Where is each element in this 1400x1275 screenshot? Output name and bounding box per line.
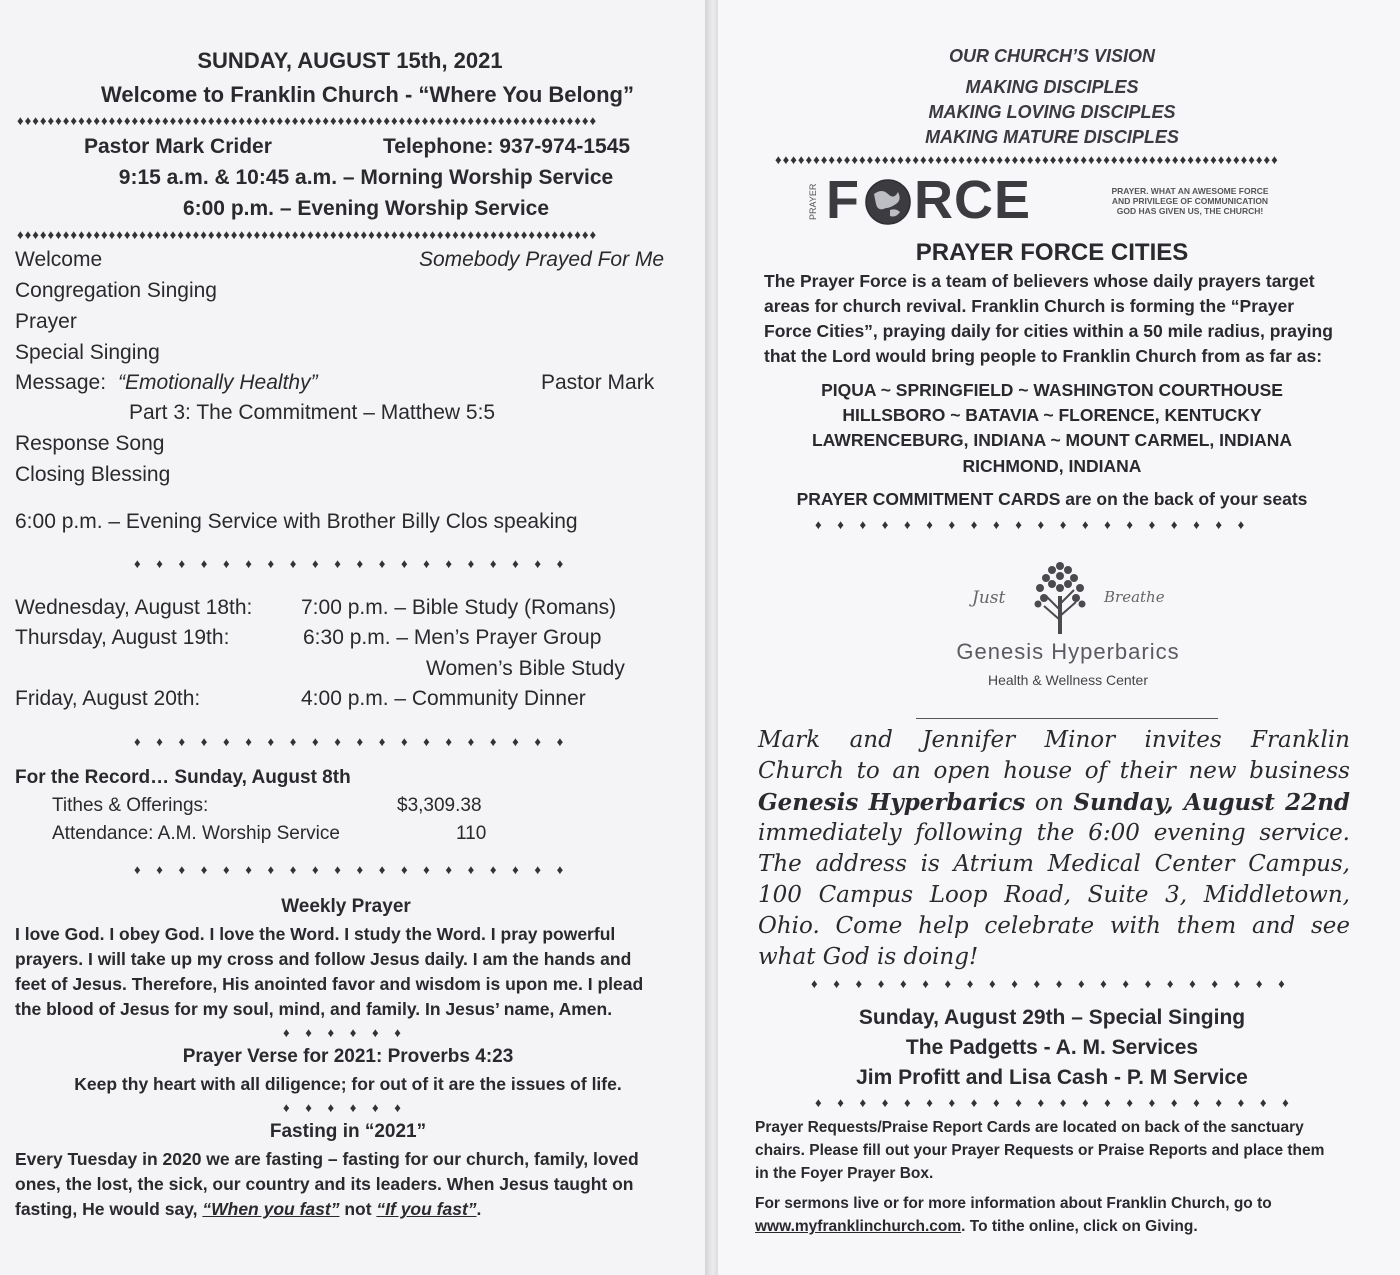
weekly-prayer-line: the blood of Jesus for my soul, mind, and family. In Jesus’ name, Amen. [15, 999, 613, 1019]
attendance-value: 110 [456, 823, 487, 844]
special-line: The Padgetts - A. M. Services [905, 1036, 1199, 1059]
weekly-prayer-heading: Weekly Prayer [281, 896, 411, 917]
divider: ♦ ♦ ♦ ♦ ♦ ♦ ♦ ♦ ♦ ♦ ♦ ♦ ♦ ♦ ♦ ♦ ♦ ♦ ♦ ♦ [134, 556, 564, 571]
fasting-text-part: fasting, He would say, [15, 1199, 203, 1219]
invite-line: Church to an open house of their new business [758, 758, 1350, 784]
divider: ♦ ♦ ♦ ♦ ♦ ♦ ♦ ♦ ♦ ♦ ♦ ♦ ♦ ♦ ♦ ♦ ♦ ♦ ♦ ♦ [815, 517, 1245, 532]
sermons-line [755, 1218, 1198, 1236]
when-you-fast: “When you fast” [202, 1199, 340, 1219]
divider: ♦ ♦ ♦ ♦ ♦ ♦ [283, 1100, 401, 1115]
fasting-heading: Fasting in “2021” [269, 1121, 427, 1142]
divider: ♦ ♦ ♦ ♦ ♦ ♦ ♦ ♦ ♦ ♦ ♦ ♦ ♦ ♦ ♦ ♦ ♦ ♦ ♦ ♦ [134, 734, 564, 749]
logo-force-f: F [826, 170, 860, 230]
fasting-line: ones, the lost, the sick, our country and its leaders. When Jesus taught on [15, 1174, 634, 1194]
fasting-text-part: not [339, 1199, 377, 1219]
special-line: Sunday, August 29th – Special Singing [858, 1006, 1246, 1029]
genesis-just: Just [972, 588, 1006, 608]
schedule-event: 7:00 p.m. – Bible Study (Romans) [301, 596, 617, 619]
tithes-label: Tithes & Offerings: [52, 795, 209, 816]
invite-line: 100 Campus Loop Road, Suite 3, Middletown, [758, 882, 1350, 908]
attendance-label: Attendance: A.M. Worship Service [52, 823, 340, 844]
if-you-fast: “If you fast” [376, 1199, 477, 1219]
prayer-force-line: areas for church revival. Franklin Church is forming the “Prayer [764, 296, 1295, 316]
divider-line [916, 718, 1218, 719]
prayer-force-line: The Prayer Force is a team of believers whose daily prayers target [764, 271, 1315, 291]
invite-text: on [1025, 790, 1074, 816]
fasting-line [15, 1199, 481, 1220]
telephone: Telephone: 937-974-1545 [383, 135, 631, 158]
logo-force-rest: RCE [914, 170, 1032, 230]
right-page [718, 0, 1400, 1275]
genesis-subtitle: Health & Wellness Center [987, 672, 1149, 688]
order-prayer: Prayer [15, 310, 77, 333]
divider: ♦ ♦ ♦ ♦ ♦ ♦ ♦ ♦ ♦ ♦ ♦ ♦ ♦ ♦ ♦ ♦ ♦ ♦ ♦ ♦ [134, 862, 564, 877]
evening-service: 6:00 p.m. – Evening Worship Service [182, 197, 550, 220]
city-line: RICHMOND, INDIANA [962, 456, 1142, 476]
vision-line: MAKING DISCIPLES [965, 77, 1139, 97]
special-line: Jim Profitt and Lisa Cash - P. M Service [856, 1066, 1248, 1089]
prayer-force-line: Force Cities”, praying daily for cities within a 50 mile radius, praying [764, 321, 1333, 341]
schedule-event: Women’s Bible Study [426, 657, 625, 680]
divider: ♦♦♦♦♦♦♦♦♦♦♦♦♦♦♦♦♦♦♦♦♦♦♦♦♦♦♦♦♦♦♦♦♦♦♦♦♦♦♦♦♦♦♦♦♦♦♦♦♦♦♦♦♦♦♦♦♦♦♦♦♦♦♦♦♦♦♦♦♦♦♦♦♦♦♦♦ [17, 227, 598, 242]
logo-tagline-line: GOD HAS GIVEN US, THE CHURCH! [1116, 206, 1264, 216]
sermons-text: . To tithe online, click on Giving. [961, 1218, 1198, 1235]
globe-icon [864, 178, 912, 226]
order-welcome: Welcome [15, 248, 103, 271]
website-link[interactable]: www.myfranklinchurch.com [755, 1218, 962, 1235]
requests-line: in the Foyer Prayer Box. [755, 1165, 934, 1182]
city-line: HILLSBORO ~ BATAVIA ~ FLORENCE, KENTUCKY [842, 405, 1262, 425]
prayer-verse-text: Keep thy heart with all diligence; for out of it are the issues of life. [74, 1074, 622, 1094]
invite-business: Genesis Hyperbarics [758, 789, 1026, 816]
invite-line: immediately following the 6:00 evening service. [758, 820, 1350, 846]
pastor-name: Pastor Mark Crider [84, 135, 272, 158]
schedule-day: Wednesday, August 18th: [15, 596, 253, 619]
welcome-title: Welcome to Franklin Church - “Where You Belong” [101, 82, 634, 107]
requests-line: Prayer Requests/Praise Report Cards are located on back of the sanctuary [755, 1119, 1304, 1136]
vision-line: MAKING LOVING DISCIPLES [928, 102, 1176, 122]
fasting-text-part: . [476, 1199, 482, 1219]
vision-line: MAKING MATURE DISCIPLES [925, 127, 1179, 147]
invite-line [758, 787, 1350, 819]
divider: ♦♦♦♦♦♦♦♦♦♦♦♦♦♦♦♦♦♦♦♦♦♦♦♦♦♦♦♦♦♦♦♦♦♦♦♦♦♦♦♦♦♦♦♦♦♦♦♦♦♦♦♦♦♦♦♦♦♦♦♦♦♦♦♦♦♦♦♦♦♦♦♦♦♦♦♦ [17, 113, 598, 128]
logo-prayer-vertical: PRAYER [808, 183, 818, 221]
logo-tagline-line: PRAYER. WHAT AN AWESOME FORCE [1111, 186, 1269, 196]
page-fold [705, 0, 718, 1275]
bulletin-date: SUNDAY, AUGUST 15th, 2021 [197, 48, 503, 73]
genesis-breathe: Breathe [1104, 588, 1165, 606]
city-line: PIQUA ~ SPRINGFIELD ~ WASHINGTON COURTHOUSE [821, 380, 1283, 400]
schedule-event: 6:30 p.m. – Men’s Prayer Group [303, 626, 602, 649]
order-response-song: Response Song [15, 432, 165, 455]
logo-tagline-line: AND PRIVILEGE OF COMMUNICATION [1111, 196, 1269, 206]
weekly-prayer-line: prayers. I will take up my cross and follow Jesus daily. I am the hands and [15, 949, 632, 969]
divider: ♦ ♦ ♦ ♦ ♦ ♦ [283, 1025, 401, 1040]
message-title: “Emotionally Healthy” [118, 371, 318, 394]
evening-note: 6:00 p.m. – Evening Service with Brother Billy Clos speaking [15, 510, 578, 533]
commitment-cards-text: are on the back of your seats [1060, 489, 1308, 509]
invite-line: what God is doing! [758, 944, 979, 970]
morning-service: 9:15 a.m. & 10:45 a.m. – Morning Worship Service [118, 166, 614, 189]
vision-heading: OUR CHURCH’S VISION [948, 46, 1155, 66]
prayer-force-heading: PRAYER FORCE CITIES [915, 239, 1189, 266]
order-special-singing: Special Singing [15, 341, 160, 364]
tithes-value: $3,309.38 [397, 795, 482, 816]
fasting-line: Every Tuesday in 2020 we are fasting – fasting for our church, family, loved [15, 1149, 639, 1169]
invite-line: Mark and Jennifer Minor invites Franklin [758, 727, 1350, 753]
schedule-event: 4:00 p.m. – Community Dinner [301, 687, 586, 710]
weekly-prayer-line: feet of Jesus. Therefore, His anointed favor and wisdom is upon me. I plead [15, 974, 644, 994]
schedule-day: Thursday, August 19th: [15, 626, 230, 649]
commitment-cards-label: PRAYER COMMITMENT CARDS [796, 489, 1061, 509]
genesis-name: Genesis Hyperbarics [956, 639, 1180, 664]
prayer-verse-heading: Prayer Verse for 2021: Proverbs 4:23 [182, 1046, 514, 1067]
order-closing-blessing: Closing Blessing [15, 463, 171, 486]
commitment-cards-note [718, 489, 1386, 510]
prayer-force-line: that the Lord would bring people to Franklin Church from as far as: [764, 346, 1323, 366]
invite-date: Sunday, August 22nd [1073, 789, 1350, 816]
message-label: Message: [15, 371, 107, 394]
sermons-line: For sermons live or for more information about Franklin Church, go to [755, 1195, 1272, 1212]
divider: ♦ ♦ ♦ ♦ ♦ ♦ ♦ ♦ ♦ ♦ ♦ ♦ ♦ ♦ ♦ ♦ ♦ ♦ ♦ ♦ ♦ ♦ [815, 1095, 1289, 1110]
record-heading: For the Record… Sunday, August 8th [15, 767, 351, 788]
schedule-day: Friday, August 20th: [15, 687, 201, 710]
message-speaker: Pastor Mark [541, 371, 655, 394]
weekly-prayer-line: I love God. I obey God. I love the Word. I study the Word. I pray powerful [15, 924, 616, 944]
logo-tagline [1090, 186, 1290, 216]
tree-icon [1030, 560, 1090, 636]
invite-line: The address is Atrium Medical Center Campus, [758, 851, 1350, 877]
invite-line: Ohio. Come help celebrate with them and see [758, 913, 1350, 939]
divider: ♦♦♦♦♦♦♦♦♦♦♦♦♦♦♦♦♦♦♦♦♦♦♦♦♦♦♦♦♦♦♦♦♦♦♦♦♦♦♦♦♦♦♦♦♦♦♦♦♦♦♦♦♦♦♦♦♦♦♦♦♦♦♦♦♦♦ [775, 152, 1279, 167]
order-congregation-singing: Congregation Singing [15, 279, 217, 302]
divider: ♦ ♦ ♦ ♦ ♦ ♦ ♦ ♦ ♦ ♦ ♦ ♦ ♦ ♦ ♦ ♦ ♦ ♦ ♦ ♦ ♦ ♦ [811, 976, 1285, 991]
requests-line: chairs. Please fill out your Prayer Requests or Praise Reports and place them [755, 1142, 1325, 1159]
welcome-song: Somebody Prayed For Me [419, 248, 665, 271]
city-line: LAWRENCEBURG, INDIANA ~ MOUNT CARMEL, INDIANA [811, 430, 1293, 450]
message-part: Part 3: The Commitment – Matthew 5:5 [129, 401, 496, 424]
